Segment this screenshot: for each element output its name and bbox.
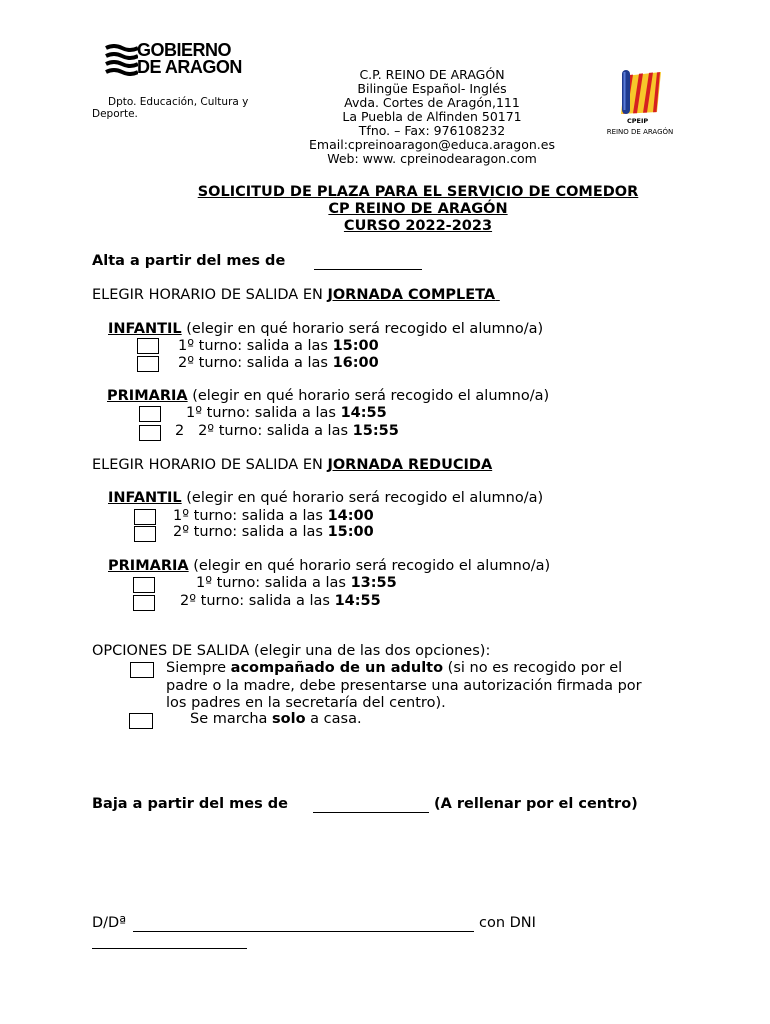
completa-infantil-turno1-checkbox[interactable] [137,338,159,354]
school-crest [605,68,675,138]
reducida-primaria-turno1 [196,575,397,592]
school-line: La Puebla de Alfinden 50171 [342,109,522,124]
primaria-label: PRIMARIA [107,388,188,404]
completa-primaria-turno1 [186,405,387,422]
turno-text: 2º turno: salida a las [198,423,353,439]
title-line-1: SOLICITUD DE PLAZA PARA EL SERVICIO DE COMEDOR [197,184,639,200]
completa-heading-prefix: ELEGIR HORARIO DE SALIDA EN [92,287,328,303]
reducida-infantil-turno1-checkbox[interactable] [134,509,156,525]
reducida-infantil-turno2-checkbox[interactable] [134,526,156,542]
opcion-acompanado-line1 [166,660,622,677]
gobierno-logo [104,42,254,78]
turno-prefix: 2 [175,423,185,439]
reducida-infantil-heading [108,490,543,507]
turno-text: 2º turno: salida a las [178,355,333,371]
reducida-heading-prefix: ELEGIR HORARIO DE SALIDA EN [92,457,328,473]
turno-time: 13:55 [350,575,397,591]
reducida-primaria-turno2-checkbox[interactable] [133,595,155,611]
school-line: Avda. Cortes de Aragón,111 [344,95,520,110]
turno-text: 1º turno: salida a las [173,508,328,524]
opcion-bold: solo [272,711,306,727]
turno-time: 14:55 [334,593,381,609]
school-line: Bilingüe Español- Inglés [357,81,507,96]
opcion-acompanado-line3: los padres en la secretaría del centro). [166,695,446,711]
opcion-text: Se marcha [190,711,273,727]
school-line: Tfno. – Fax: 976108232 [358,123,506,138]
infantil-note: (elegir en qué horario será recogido el alumno/a) [181,321,544,337]
firma-prefix: D/Dª [92,915,127,931]
completa-primaria-turno1-checkbox[interactable] [139,406,161,422]
title-line-3: CURSO 2022-2023 [343,218,493,234]
gobierno-emblem-icon [104,44,138,76]
completa-primaria-turno2 [175,423,399,440]
turno-time: 15:00 [327,524,374,540]
turno-text: 1º turno: salida a las [178,338,333,354]
school-address-block [292,68,572,166]
alta-row [92,253,285,270]
completa-infantil-turno1 [178,338,379,355]
turno-text: 1º turno: salida a las [196,575,351,591]
turno-time: 14:00 [327,508,374,524]
completa-primaria-heading [107,388,549,405]
logo-text-line2: DE ARAGON [137,57,242,77]
firma-suffix: con DNI [479,915,536,931]
opcion-acompanado-line2: padre o la madre, debe presentarse una autorización firmada por [166,678,642,694]
primaria-note: (elegir en qué horario será recogido el alumno/a) [188,558,551,574]
opcion-text: (si no es recogido por el [443,660,623,676]
reducida-heading-bold: JORNADA REDUCIDA [327,457,493,473]
primaria-note: (elegir en qué horario será recogido el alumno/a) [187,388,550,404]
turno-time: 15:00 [332,338,379,354]
crest-emblem-icon [611,68,667,118]
opcion-text: Siempre [166,660,231,676]
completa-infantil-turno2-checkbox[interactable] [137,356,159,372]
opciones-heading: OPCIONES DE SALIDA (elegir una de las dos opciones): [92,643,491,659]
infantil-label: INFANTIL [108,321,182,337]
school-line: C.P. REINO DE ARAGÓN [359,67,505,82]
reducida-infantil-turno2 [173,524,374,541]
reducida-primaria-heading [108,558,550,575]
turno-time: 16:00 [332,355,379,371]
turno-text: 2º turno: salida a las [180,593,335,609]
reducida-primaria-turno2 [180,593,381,610]
completa-primaria-turno2-checkbox[interactable] [139,425,161,441]
baja-month-field[interactable] [313,798,429,813]
logo-text-line1: GOBIERNO [137,40,232,60]
completa-infantil-turno2 [178,355,379,372]
turno-text: 2º turno: salida a las [173,524,328,540]
department-text: Dpto. Educación, Cultura y Deporte. [92,96,249,120]
turno-time: 14:55 [340,405,387,421]
completa-heading [92,287,500,304]
dni-field[interactable] [92,934,247,949]
school-line: Web: www. cpreinodearagon.com [327,151,537,166]
crest-label-top: CPEIP [627,117,649,125]
opcion-bold: acompañado de un adulto [230,660,444,676]
alta-month-field[interactable] [314,255,422,270]
reducida-infantil-turno1 [173,508,374,525]
baja-suffix: (A rellenar por el centro) [434,796,638,812]
opcion-text: a casa. [305,711,362,727]
firma-name-field[interactable] [133,917,474,932]
infantil-label: INFANTIL [108,490,182,506]
form-title [100,184,736,235]
title-line-2: CP REINO DE ARAGÓN [328,201,508,217]
school-line: Email:cpreinoaragon@educa.aragon.es [309,137,555,152]
opcion-solo [190,711,362,728]
crest-label-bottom: REINO DE ARAGÓN [606,128,674,136]
primaria-label: PRIMARIA [108,558,189,574]
infantil-note: (elegir en qué horario será recogido el alumno/a) [181,490,544,506]
alta-label: Alta a partir del mes de [92,253,286,269]
turno-time: 15:55 [352,423,399,439]
reducida-heading [92,457,492,474]
completa-heading-bold: JORNADA COMPLETA [327,287,496,303]
opcion-acompanado-checkbox[interactable] [130,662,154,678]
turno-text: 1º turno: salida a las [186,405,341,421]
baja-label: Baja a partir del mes de [92,796,288,812]
reducida-primaria-turno1-checkbox[interactable] [133,577,155,593]
completa-infantil-heading [108,321,543,338]
opcion-solo-checkbox[interactable] [129,713,153,729]
